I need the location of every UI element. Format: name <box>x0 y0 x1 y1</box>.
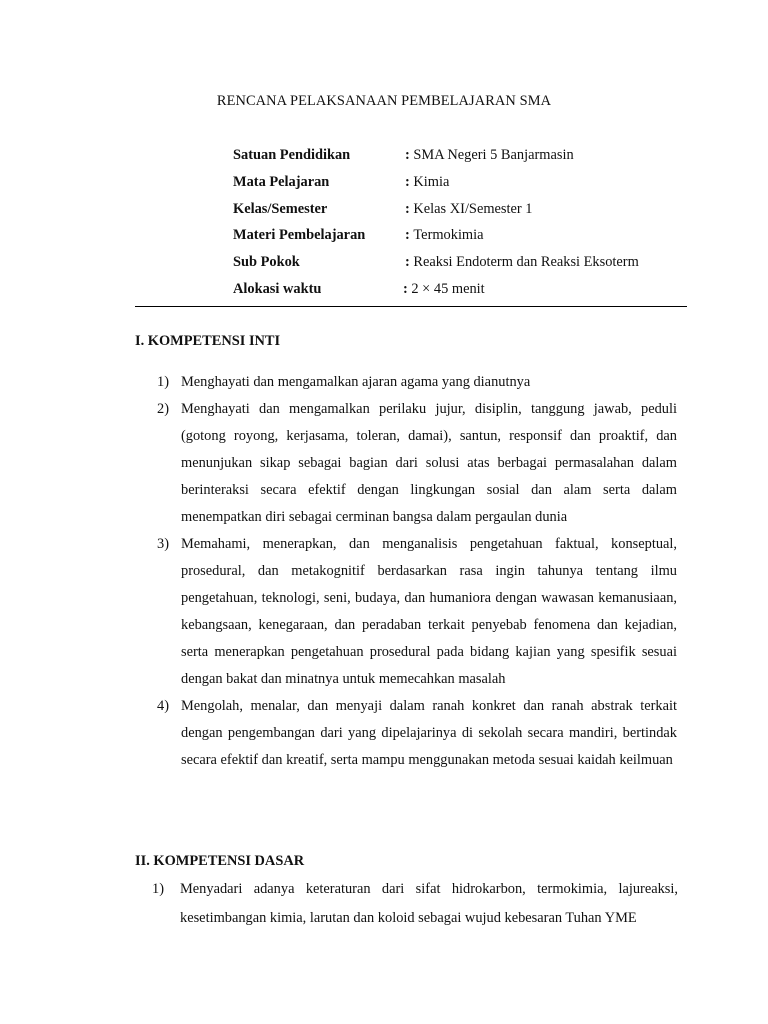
identity-value: : Termokimia <box>405 227 484 243</box>
identity-value: : Reaksi Endoterm dan Reaksi Eksoterm <box>405 254 639 270</box>
identity-label: Mata Pelajaran <box>233 174 330 190</box>
list-item-number: 3) <box>157 536 169 552</box>
identity-label: Sub Pokok <box>233 254 300 270</box>
list-item-number: 1) <box>152 881 164 897</box>
identity-value: : Kimia <box>405 174 450 190</box>
list-item-text: Menghayati dan mengamalkan ajaran agama yang dianutnya <box>181 374 531 390</box>
list-item-number: 4) <box>157 698 169 714</box>
identity-value: : SMA Negeri 5 Banjarmasin <box>405 147 574 163</box>
list-item-text: Memahami, menerapkan, dan menganalisis pengetahuan faktual, konseptual, prosedural, dan metakognitif berdasarkan rasa ingin tahunya tentang ilmu pengetahuan, teknologi, seni, budaya, dan humaniora dengan wawasan kemanusiaan, kebangsaan, kenegaraan, dan peradaban terkait penyebab fenomena dan kejadian, serta menerapkan pengetahuan prosedural pada bidang kajian yang spesifik sesuai dengan bakat dan minatnya untuk memecahkan masalah <box>181 536 677 687</box>
section-heading-kompetensi-dasar: II. KOMPETENSI DASAR <box>135 853 305 869</box>
identity-value: : 2 × 45 menit <box>403 281 485 297</box>
identity-label: Alokasi waktu <box>233 281 322 297</box>
list-item <box>157 396 677 531</box>
kompetensi-dasar-list <box>152 875 678 933</box>
document-title: RENCANA PELAKSANAAN PEMBELAJARAN SMA <box>216 93 552 109</box>
list-item-number: 2) <box>157 401 169 417</box>
list-item <box>152 875 678 933</box>
identity-value: : Kelas XI/Semester 1 <box>405 201 533 217</box>
list-item <box>157 369 677 396</box>
list-item <box>157 693 677 774</box>
list-item <box>157 531 677 693</box>
list-item-number: 1) <box>157 374 169 390</box>
list-item-text: Menghayati dan mengamalkan perilaku jujur, disiplin, tanggung jawab, peduli (gotong royong, kerjasama, toleran, damai), santun, responsif dan proaktif, dan menunjukan sikap sebagai bagian dari solusi atas berbagai permasalahan dalam berinteraksi secara efektif dengan lingkungan sosial dan alam serta dalam menempatkan diri sebagai cerminan bangsa dalam pergaulan dunia <box>181 401 677 525</box>
list-item-text: Mengolah, menalar, dan menyaji dalam ranah konkret dan ranah abstrak terkait dengan pengembangan dari yang dipelajarinya di sekolah secara mandiri, bertindak secara efektif dan kreatif, serta mampu menggunakan metoda sesuai kaidah keilmuan <box>181 698 677 768</box>
section-heading-kompetensi-inti: I. KOMPETENSI INTI <box>135 333 281 349</box>
kompetensi-inti-list <box>157 369 677 774</box>
list-item-text: Menyadari adanya keteraturan dari sifat hidrokarbon, termokimia, lajureaksi, kesetimbangan kimia, larutan dan koloid sebagai wujud kebesaran Tuhan YME <box>180 881 678 926</box>
identity-label: Materi Pembelajaran <box>233 227 366 243</box>
identity-label: Satuan Pendidikan <box>233 147 351 163</box>
header-divider <box>135 306 687 307</box>
identity-label: Kelas/Semester <box>233 201 328 217</box>
